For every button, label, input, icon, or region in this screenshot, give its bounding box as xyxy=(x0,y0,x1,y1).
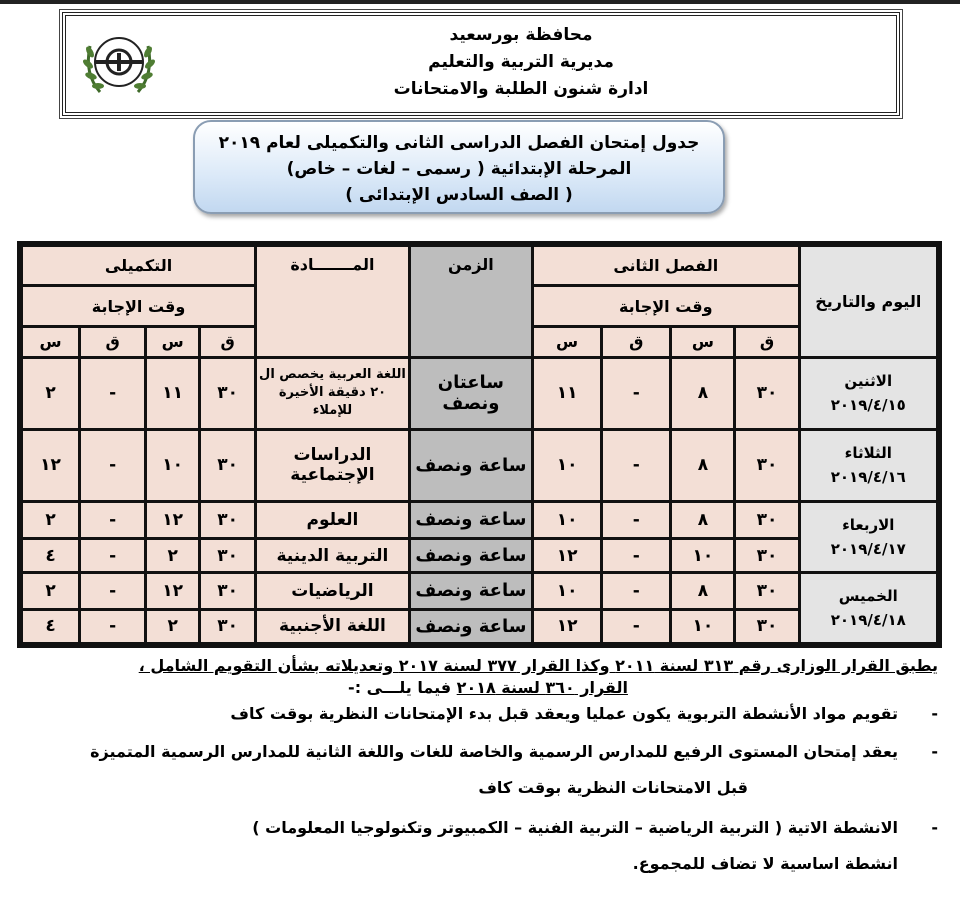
term-start-minute: ٣٠ xyxy=(736,431,797,500)
title-line-1: جدول إمتحان الفصل الدراسى الثانى والتكميلى لعام ٢٠١٩ xyxy=(218,133,700,153)
supp-end-hour: ٢ xyxy=(23,574,78,607)
day-cell xyxy=(801,574,936,642)
term-start-hour: ٨ xyxy=(672,574,733,607)
governorate-name: محافظة بورسعيد xyxy=(449,25,593,45)
title-line-2: المرحلة الإبتدائية ( رسمى – لغات – خاص) xyxy=(286,159,632,179)
table-row xyxy=(23,431,936,500)
supp-end-minute: - xyxy=(81,431,144,500)
decree-tail: فيما يلـــى :- xyxy=(348,678,457,697)
decree-note: يطبق القرار الوزارى رقم ٣١٣ لسنة ٢٠١١ وكذا القرار ٣٧٧ لسنة ٢٠١٧ وتعديلاته بشأن التقويم الشامل ، xyxy=(138,656,938,675)
term-start-hour: ١٠ xyxy=(672,540,733,571)
header-second-term: الفصل الثانى xyxy=(534,247,798,284)
supp-end-hour: ٤ xyxy=(23,540,78,571)
duration-cell: ساعة ونصف xyxy=(411,540,531,571)
header-minute: ق xyxy=(736,328,797,356)
supp-end-hour: ٤ xyxy=(23,611,78,642)
notes-section xyxy=(38,655,938,875)
supp-end-minute: - xyxy=(81,574,144,607)
term-start-minute: ٣٠ xyxy=(736,540,797,571)
day-name: الثلاثاء xyxy=(844,444,892,463)
supp-start-minute: ٣٠ xyxy=(201,574,254,607)
supp-start-hour: ٢ xyxy=(147,611,198,642)
term-end-minute: - xyxy=(603,503,669,537)
exam-date: ٢٠١٩/٤/١٨ xyxy=(830,611,906,630)
supp-end-minute: - xyxy=(81,540,144,571)
header-hour: س xyxy=(672,328,733,356)
term-start-minute: ٣٠ xyxy=(736,611,797,642)
exam-date: ٢٠١٩/٤/١٧ xyxy=(830,539,906,558)
supp-start-minute: ٣٠ xyxy=(201,611,254,642)
title-line-3: ( الصف السادس الإبتدائى ) xyxy=(345,185,573,205)
term-start-hour: ١٠ xyxy=(672,611,733,642)
supp-start-hour: ٢ xyxy=(147,540,198,571)
day-cell xyxy=(801,503,936,572)
bullet-text: تقويم مواد الأنشطة التربوية يكون عمليا ويعقد قبل بدء الإمتحانات النظرية بوقت كاف xyxy=(230,704,898,723)
supp-start-hour: ١٢ xyxy=(147,503,198,537)
department-name: ادارة شنون الطلبة والامتحانات xyxy=(393,79,649,99)
term-start-hour: ٨ xyxy=(672,431,733,500)
header-minute: ق xyxy=(81,328,144,356)
supp-start-hour: ١٠ xyxy=(147,431,198,500)
bullet-continuation: قبل الامتحانات النظرية بوقت كاف xyxy=(478,778,748,797)
header-day-date: اليوم والتاريخ xyxy=(801,247,936,356)
subject-cell: الرياضيات xyxy=(257,574,408,607)
term-end-minute: - xyxy=(603,574,669,607)
table-row xyxy=(23,611,936,642)
bullet-dash: - xyxy=(931,742,938,761)
duration-cell: ساعتان ونصف xyxy=(411,359,531,428)
bullet-continuation: انشطة اساسية لا تضاف للمجموع. xyxy=(632,854,898,873)
supp-end-minute: - xyxy=(81,359,144,428)
term-end-hour: ١٠ xyxy=(534,574,600,607)
bullet-text: الانشطة الاتية ( التربية الرياضية – التربية الفنية – الكمبيوتر وتكنولوجيا المعلومات ) xyxy=(252,818,898,837)
exam-schedule-table xyxy=(17,241,942,648)
table-row xyxy=(23,503,936,537)
term-end-minute: - xyxy=(603,359,669,428)
bullet-dash: - xyxy=(931,704,938,723)
term-start-hour: ٨ xyxy=(672,503,733,537)
term-end-hour: ١٢ xyxy=(534,540,600,571)
term-start-minute: ٣٠ xyxy=(736,359,797,428)
subject-cell: التربية الدينية xyxy=(257,540,408,571)
term-end-minute: - xyxy=(603,611,669,642)
header-hour: س xyxy=(147,328,198,356)
supp-start-minute: ٣٠ xyxy=(201,359,254,428)
supp-end-minute: - xyxy=(81,611,144,642)
term-end-minute: - xyxy=(603,431,669,500)
subject-cell: الدراسات الإجتماعية xyxy=(257,431,408,500)
day-cell xyxy=(801,359,936,428)
supp-start-hour: ١١ xyxy=(147,359,198,428)
supp-end-hour: ١٢ xyxy=(23,431,78,500)
header-minute: ق xyxy=(603,328,669,356)
term-end-minute: - xyxy=(603,540,669,571)
decree-360: القرار ٣٦٠ لسنة ٢٠١٨ xyxy=(456,678,628,697)
supp-end-hour: ٢ xyxy=(23,359,78,428)
day-name: الاربعاء xyxy=(842,515,895,534)
supp-start-hour: ١٢ xyxy=(147,574,198,607)
note-bullet xyxy=(38,741,938,799)
table-row xyxy=(23,540,936,571)
header-supplementary: التكميلى xyxy=(23,247,254,284)
duration-cell: ساعة ونصف xyxy=(411,503,531,537)
subject-cell: العلوم xyxy=(257,503,408,537)
term-end-hour: ١٠ xyxy=(534,503,600,537)
supp-start-minute: ٣٠ xyxy=(201,540,254,571)
header-hour: س xyxy=(23,328,78,356)
day-name: الاثنين xyxy=(844,372,893,391)
table-row xyxy=(23,359,936,428)
bullet-dash: - xyxy=(931,818,938,837)
supp-end-minute: - xyxy=(81,503,144,537)
directorate-name: مديرية التربية والتعليم xyxy=(428,52,614,72)
header-subject: المـــــــادة xyxy=(257,247,408,356)
top-border xyxy=(0,0,960,4)
header-answer-time-supp: وقت الإجابة xyxy=(23,287,254,324)
note-bullet xyxy=(38,817,938,875)
header-hour: س xyxy=(534,328,600,356)
term-start-minute: ٣٠ xyxy=(736,574,797,607)
supp-end-hour: ٢ xyxy=(23,503,78,537)
supp-start-minute: ٣٠ xyxy=(201,431,254,500)
table-row xyxy=(23,574,936,607)
letterhead xyxy=(62,12,900,116)
duration-cell: ساعة ونصف xyxy=(411,611,531,642)
term-end-hour: ١١ xyxy=(534,359,600,428)
day-cell xyxy=(801,431,936,500)
duration-cell: ساعة ونصف xyxy=(411,574,531,607)
term-start-hour: ٨ xyxy=(672,359,733,428)
day-name: الخميس xyxy=(838,587,898,606)
header-duration: الزمن xyxy=(411,247,531,356)
duration-cell: ساعة ونصف xyxy=(411,431,531,500)
schedule-title-box xyxy=(193,120,725,214)
term-end-hour: ١٠ xyxy=(534,431,600,500)
bullet-text: يعقد إمتحان المستوى الرفيع للمدارس الرسمية والخاصة للغات واللغة الثانية للمدارس الرسمية المتميزة xyxy=(90,742,898,761)
term-end-hour: ١٢ xyxy=(534,611,600,642)
subject-cell: اللغة الأجنبية xyxy=(257,611,408,642)
header-answer-time-term: وقت الإجابة xyxy=(534,287,798,324)
exam-date: ٢٠١٩/٤/١٥ xyxy=(830,396,906,415)
decree-note-2 xyxy=(38,677,938,699)
header-minute: ق xyxy=(201,328,254,356)
note-bullet xyxy=(38,703,938,725)
term-start-minute: ٣٠ xyxy=(736,503,797,537)
exam-date: ٢٠١٩/٤/١٦ xyxy=(830,468,906,487)
subject-cell: اللغة العربية يخصص ال ٢٠ دقيقة الأخيرة للإملاء xyxy=(257,359,408,428)
supp-start-minute: ٣٠ xyxy=(201,503,254,537)
